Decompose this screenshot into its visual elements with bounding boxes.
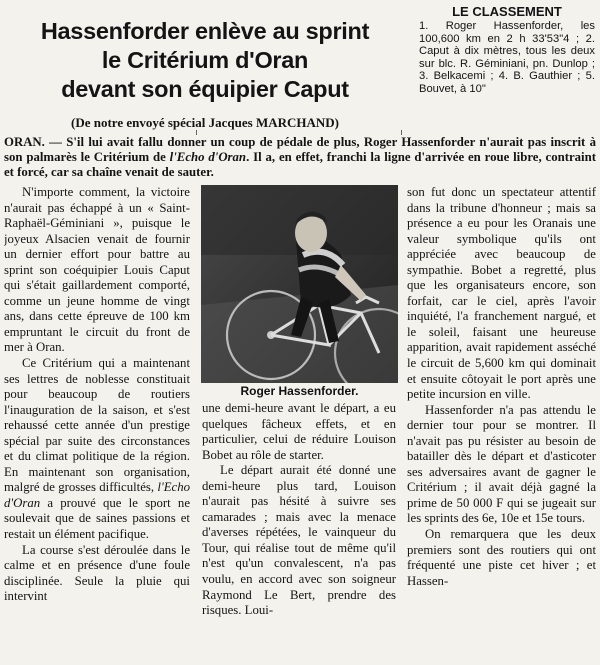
classement-results: 1. Roger Hassenforder, les 100,600 km en 2 h 33'53"4 ; 2. Caput à dix mètres, tous les deux sur blc. R. Géminiani, pn. Dunlop ; 3. Belkacemi ; 4. B. Gauthier ; 5. Bouvet, à 10" xyxy=(419,20,595,95)
paragraph xyxy=(4,356,190,543)
paragraph-text: a prouvé que le sport ne soulevait que de saines passions et restait un élément pacifique. xyxy=(4,495,190,542)
article-column-3 xyxy=(407,185,596,663)
intro-paragraph xyxy=(4,135,596,180)
classement-title: LE CLASSEMENT xyxy=(452,4,562,19)
newspaper-name: l'Echo d'Oran xyxy=(4,480,190,510)
cyclist-photo-illustration xyxy=(201,185,398,383)
paragraph: une demi-heure avant le départ, a eu quelques fâcheux effets, et en particulier, celui de réduire Louison Bobet au rôle de starter. xyxy=(202,401,396,462)
headline-line-3: devant son équipier Caput xyxy=(61,76,349,102)
classement-box xyxy=(419,4,595,116)
headline xyxy=(4,17,406,104)
headline-line-1: Hassenforder enlève au sprint xyxy=(40,18,370,44)
intro-text-1: S'il lui avait fallu donner un coup de pédale de plus, Roger Hassenforder n'aurait pas inscrit à son palmarès le Critérium de xyxy=(4,135,597,164)
article-column-2 xyxy=(202,401,396,663)
dateline: ORAN. — xyxy=(4,135,62,149)
paragraph: La course s'est déroulée dans le calme et en présence d'une foule disciplinée. Seule la pluie qui intervint xyxy=(4,542,190,604)
intro-text-2: . Il a, en effet, franchi la ligne d'arrivée en roue libre, contraint et forcé, car sa chaîne venait de sauter. xyxy=(4,150,596,179)
newspaper-name: l'Echo d'Oran xyxy=(169,150,247,164)
paragraph: Hassenforder n'a pas attendu le dernier tour pour se montrer. Il n'avait pas pu résister au besoin de batailler dès le départ et d'asticoter ses adversaires avant de gagner le Critérium ; il avait déjà gagné la prime de 50 000 F qui se jugeait sur les sprints des 6e, 10e et 15e tours. xyxy=(407,402,596,526)
paragraph-text: Ce Critérium qui a maintenant ses lettres de noblesse constituait pour beaucoup de routiers l'inauguration de la saison, et s'est rehaussé cette année d'un prestige spécial par suite des circonstances et du climat politique de la région. En maintenant son organisation, malgré de grosses difficultés, xyxy=(4,356,190,495)
paragraph: N'importe comment, la victoire n'aurait pas échappé à un « Saint-Raphaël-Géminiani », puisque le joyeux Alsacien venait de fournir un dernier effort pour battre au sprint son coéquipier Louis Caput qui s'était gaillardement comporté, comme un jeune homme de vingt ans, dans cette épreuve de 100 km empruntant le circuit du front de mer à Oran. xyxy=(4,185,190,355)
article-column-1 xyxy=(4,185,190,663)
headline-line-2: le Critérium d'Oran xyxy=(101,47,309,73)
photo-caption: Roger Hassenforder. xyxy=(240,384,359,398)
cyclist-photo xyxy=(201,185,398,383)
paragraph: On remarquera que les deux premiers sont des routiers qui ont fréquenté une piste cet hiver ; et Hassen- xyxy=(407,527,596,588)
paragraph: son fut donc un spectateur attentif dans la tribune d'honneur ; mais sa présence a eu pour les Oranais une valeur symbolique qu'ils ont appréciée avec beaucoup de sympathie. Bobet a regretté, plus que les organisateurs encore, son forfait, car le ciel, après l'avoir inquiété, l'a franchement nargué, et le soleil, faisant une heureuse apparition, avait rapidement asséché le circuit de 5,600 km qui dominait et ensuite côtoyait le port après une petite incursion en ville. xyxy=(407,185,596,402)
byline: (De notre envoyé spécial Jacques MARCHAND) xyxy=(70,115,340,130)
paragraph: Le départ aurait été donné une demi-heure plus tard, Louison n'aurait pas hésité à suivre ses camarades ; mais avec la menace d'averses répétées, le vainqueur du Tour, qui réalise tout de même qu'il n'est qu'un convalescent, n'a pas voulu, en accord avec son soigneur Raymond Le Bert, prendre des risques. Loui- xyxy=(202,463,396,618)
